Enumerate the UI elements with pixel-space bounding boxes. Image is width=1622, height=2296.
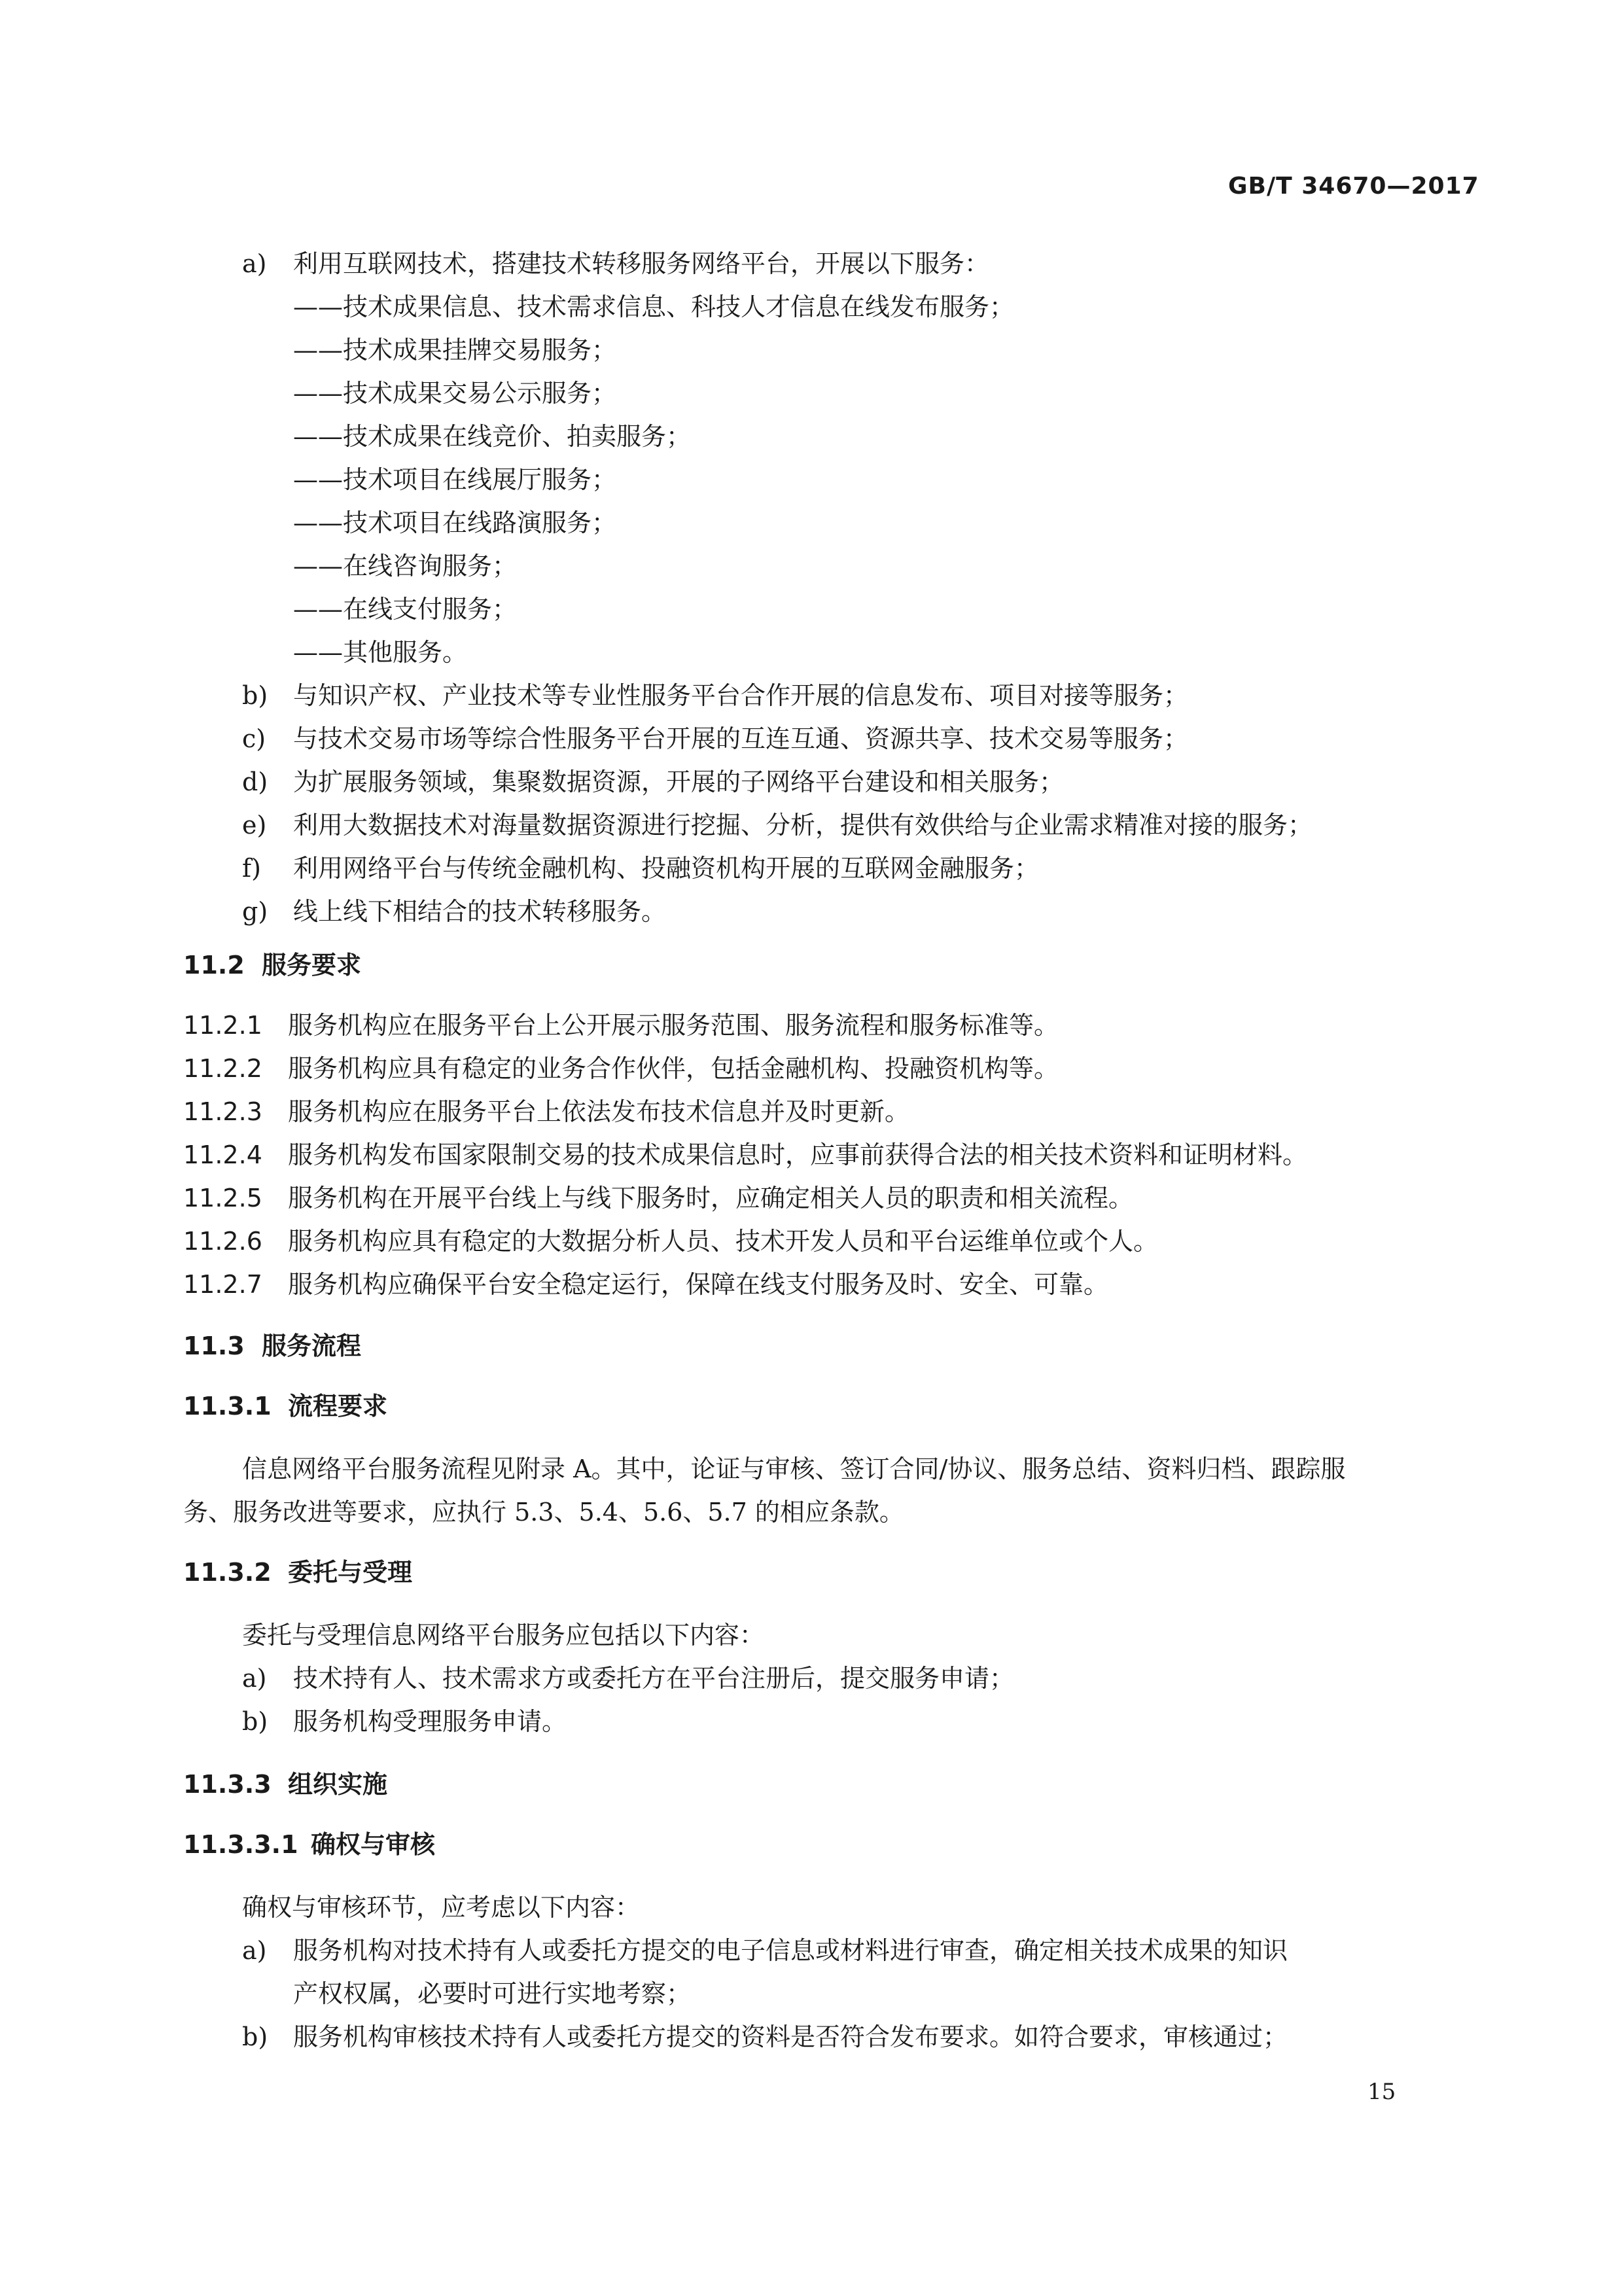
standard-code: GB/T 34670—2017 bbox=[1228, 173, 1479, 200]
sub-item: ——技术成果信息、技术需求信息、科技人才信息在线发布服务； bbox=[293, 292, 1015, 321]
clause-11-2-2: 11.2.2 服务机构应具有稳定的业务合作伙伴，包括金融机构、投融资机构等。 bbox=[183, 1054, 1059, 1083]
list-item-a: a) 服务机构对技术持有人或委托方提交的电子信息或材料进行审查，确定相关技术成果的知识 bbox=[242, 1936, 1288, 1965]
clause-11-2-1: 11.2.1 服务机构应在服务平台上公开展示服务范围、服务流程和服务标准等。 bbox=[183, 1011, 1059, 1040]
list-item: a) 技术持有人、技术需求方或委托方在平台注册后，提交服务申请； bbox=[242, 1664, 1015, 1693]
sub-item: ——技术成果交易公示服务； bbox=[293, 379, 617, 408]
sub-item: ——技术项目在线展厅服务； bbox=[293, 465, 617, 494]
list-item-b: b) 与知识产权、产业技术等专业性服务平台合作开展的信息发布、项目对接等服务； bbox=[242, 681, 1189, 710]
sub-item: ——在线支付服务； bbox=[293, 595, 518, 624]
list-item-f: f) 利用网络平台与传统金融机构、投融资机构开展的互联网金融服务； bbox=[242, 854, 1040, 883]
list-item-c: c) 与技术交易市场等综合性服务平台开展的互连互通、资源共享、技术交易等服务； bbox=[242, 724, 1189, 753]
section-heading-11-3-3: 11.3.3 组织实施 bbox=[183, 1770, 388, 1799]
list-item-g: g) 线上线下相结合的技术转移服务。 bbox=[242, 897, 667, 926]
sub-item: ——技术成果在线竞价、拍卖服务； bbox=[293, 422, 692, 451]
paragraph-line: 务、服务改进等要求，应执行 5.3、5.4、5.6、5.7 的相应条款。 bbox=[183, 1498, 904, 1527]
section-heading-11-3: 11.3 服务流程 bbox=[183, 1332, 362, 1360]
paragraph-intro: 委托与受理信息网络平台服务应包括以下内容： bbox=[242, 1621, 765, 1650]
section-heading-11-2: 11.2 服务要求 bbox=[183, 951, 362, 980]
list-label: a) bbox=[242, 249, 267, 278]
section-heading-11-3-2: 11.3.2 委托与受理 bbox=[183, 1558, 413, 1587]
list-item: b) 服务机构受理服务申请。 bbox=[242, 1707, 567, 1736]
list-text: 利用互联网技术，搭建技术转移服务网络平台，开展以下服务： bbox=[293, 249, 990, 278]
clause-11-2-4: 11.2.4 服务机构发布国家限制交易的技术成果信息时，应事前获得合法的相关技术资料和证明材料。 bbox=[183, 1140, 1308, 1169]
paragraph-line: 信息网络平台服务流程见附录 A。其中，论证与审核、签订合同/协议、服务总结、资料归档、跟踪服 bbox=[242, 1455, 1346, 1483]
paragraph-intro: 确权与审核环节，应考虑以下内容： bbox=[242, 1893, 641, 1922]
section-heading-11-3-3-1: 11.3.3.1 确权与审核 bbox=[183, 1830, 436, 1859]
list-item-continuation: 产权权属，必要时可进行实地考察； bbox=[293, 1979, 692, 2008]
section-heading-11-3-1: 11.3.1 流程要求 bbox=[183, 1392, 388, 1421]
list-item-d: d) 为扩展服务领域，集聚数据资源，开展的子网络平台建设和相关服务； bbox=[242, 768, 1065, 796]
sub-item: ——其他服务。 bbox=[293, 638, 468, 667]
sub-item: ——在线咨询服务； bbox=[293, 552, 518, 580]
sub-item: ——技术项目在线路演服务； bbox=[293, 508, 617, 537]
clause-11-2-3: 11.2.3 服务机构应在服务平台上依法发布技术信息并及时更新。 bbox=[183, 1097, 910, 1126]
list-item-e: e) 利用大数据技术对海量数据资源进行挖掘、分析，提供有效供给与企业需求精准对接的服务； bbox=[242, 811, 1313, 839]
page-number: 15 bbox=[1367, 2079, 1396, 2105]
sub-item: ——技术成果挂牌交易服务； bbox=[293, 336, 617, 364]
list-item-a bbox=[242, 251, 989, 276]
list-item-b: b) 服务机构审核技术持有人或委托方提交的资料是否符合发布要求。如符合要求，审核通过； bbox=[242, 2022, 1288, 2051]
clause-11-2-5: 11.2.5 服务机构在开展平台线上与线下服务时，应确定相关人员的职责和相关流程。 bbox=[183, 1184, 1134, 1212]
clause-11-2-7: 11.2.7 服务机构应确保平台安全稳定运行，保障在线支付服务及时、安全、可靠。 bbox=[183, 1270, 1109, 1299]
clause-11-2-6: 11.2.6 服务机构应具有稳定的大数据分析人员、技术开发人员和平台运维单位或个人。 bbox=[183, 1227, 1159, 1256]
